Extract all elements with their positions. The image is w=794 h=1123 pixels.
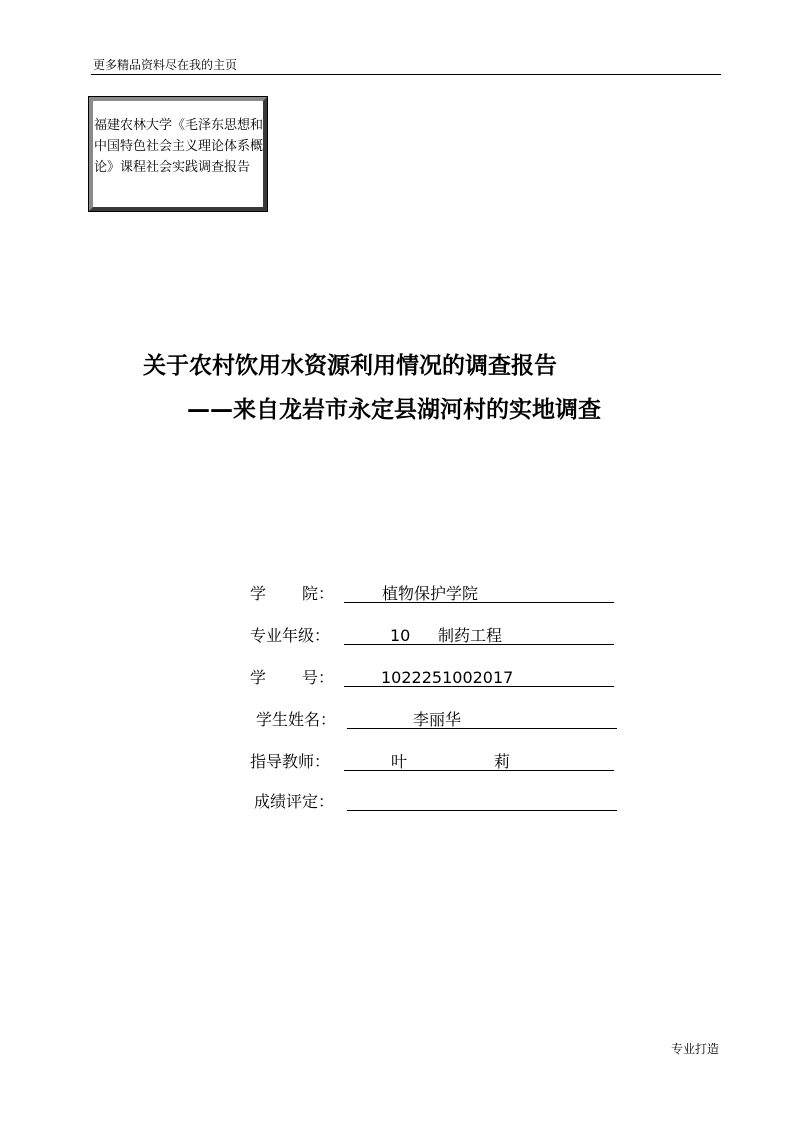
advisor-surname-value: 叶 [391,752,408,771]
page-header-text: 更多精品资料尽在我的主页 [93,58,238,72]
report-title: 关于农村饮用水资源利用情况的调查报告 [143,353,557,379]
student-id-value: 1022251002017 [381,668,514,687]
major-name-value: 制药工程 [438,626,503,645]
student-id-label-part2: 号： [301,668,334,687]
advisor-underline [344,752,614,771]
student-name-value: 李丽华 [413,710,462,729]
student-name-underline [347,710,617,729]
college-label [250,584,334,604]
course-info-text: 福建农林大学《毛泽东思想和中国特色社会主义理论体系概论》课程社会实践调查报告 [94,118,264,175]
course-info-box [89,97,267,211]
header-divider [91,74,721,75]
grade-eval-label: 成绩评定： [254,792,335,811]
page-footer-text: 专业打造 [671,1042,720,1056]
report-subtitle: ——来自龙岩市永定县湖河村的实地调查 [187,397,601,423]
student-id-label [250,668,334,688]
college-label-part2: 院： [301,584,334,603]
advisor-label: 指导教师： [250,752,331,771]
student-name-label: 学生姓名： [256,710,337,729]
college-label-part1: 学 [250,584,267,603]
student-id-label-part1: 学 [250,668,267,687]
advisor-given-name-value: 莉 [494,752,511,771]
college-value: 植物保护学院 [382,584,479,603]
major-label: 专业年级： [250,626,331,645]
major-grade-value: 10 [390,626,411,645]
grade-eval-underline [347,792,617,811]
